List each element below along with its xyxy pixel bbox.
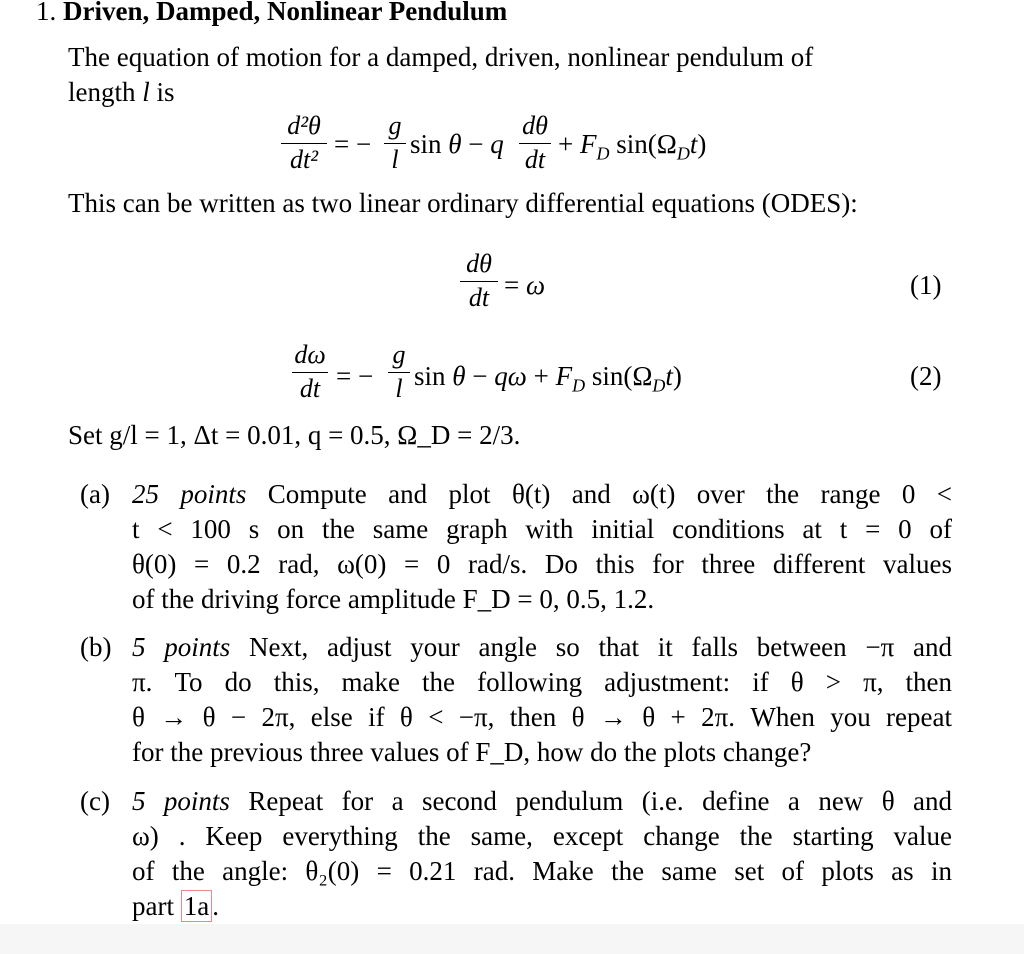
problem-number: 1. xyxy=(36,0,57,26)
part-1a-reference-link[interactable]: 1a xyxy=(181,890,212,922)
equation-number-1: (1) xyxy=(910,270,942,300)
part-c-points: 5 points xyxy=(132,786,230,816)
intro-line-1: The equation of motion for a damped, driven, nonlinear pendulum of xyxy=(68,42,814,72)
parameter-settings: Set g/l = 1, Δt = 0.01, q = 0.5, Ω_D = 2/3. xyxy=(68,420,521,450)
problem-title: Driven, Damped, Nonlinear Pendulum xyxy=(63,0,508,26)
part-a-label: (a) xyxy=(80,479,110,509)
eq0-lhs-fraction: d²θ dt² xyxy=(281,112,327,174)
equation-number-2: (2) xyxy=(910,361,942,391)
part-b-label: (b) xyxy=(80,632,112,662)
part-a-points: 25 points xyxy=(132,479,247,509)
ode-intro: This can be written as two linear ordinary differential equations (ODES): xyxy=(68,188,858,218)
part-c-label: (c) xyxy=(80,786,110,816)
intro-line-2: length l is xyxy=(68,77,175,107)
problem-heading xyxy=(36,0,507,28)
part-b-points: 5 points xyxy=(132,632,231,662)
page-footer-band xyxy=(0,924,1024,954)
